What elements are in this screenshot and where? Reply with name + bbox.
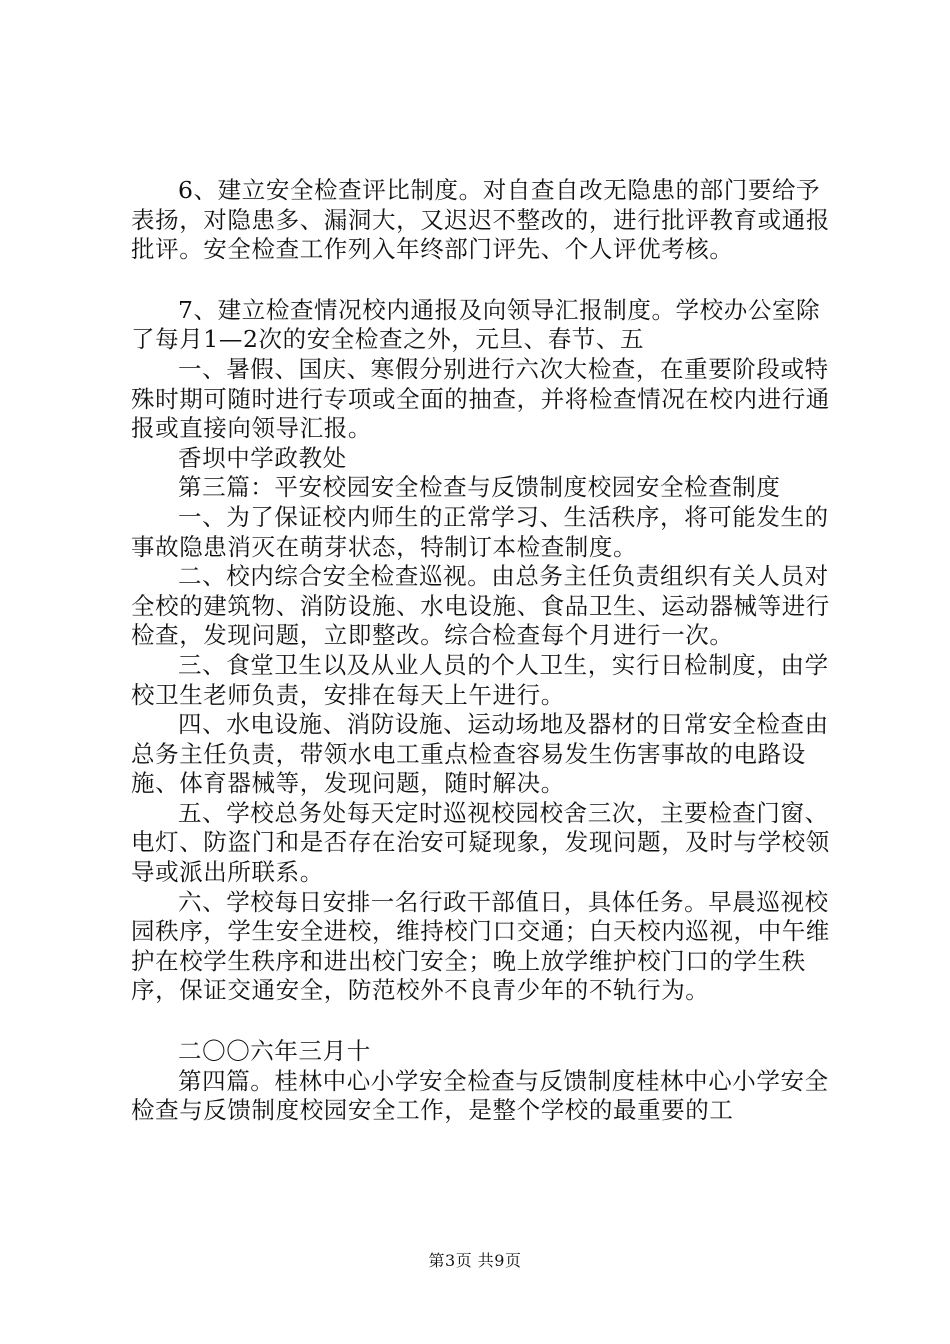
- paragraph-point-six: 六、学校每日安排一名行政干部值日，具体任务。早晨巡视校园秩序，学生安全进校，维持校门口交通；白天校内巡视，中午维护在校学生秩序和进出校门安全；晚上放学维护校门口的学生秩序，保证交通安全，防范校外不良青少年的不轨行为。: [131, 887, 830, 1005]
- paragraph-point-four: 四、水电设施、消防设施、运动场地及器材的日常安全检查由总务主任负责，带领水电工重点检查容易发生伤害事故的电路设施、体育器械等，发现问题，随时解决。: [131, 710, 829, 798]
- paragraph-item-6: 6、建立安全检查评比制度。对自查自改无隐患的部门要给予表扬，对隐患多、漏洞大，又迟迟不整改的，进行批评教育或通报批评。安全检查工作列入年终部门评先、个人评优考核。: [131, 176, 830, 264]
- paragraph-point-five: 五、学校总务处每天定时巡视校园校舍三次，主要检查门窗、电灯、防盗门和是否存在治安可疑现象，发现问题，及时与学校领导或派出所联系。: [131, 798, 830, 887]
- paragraph-point-one: 一、为了保证校内师生的正常学习、生活秩序，将可能发生的事故隐患消灭在萌芽状态，特制订本检查制度。: [131, 502, 829, 561]
- document-body: [131, 176, 843, 1126]
- paragraph-point-three: 三、食堂卫生以及从业人员的个人卫生，实行日检制度，由学校卫生老师负责，安排在每天上午进行。: [131, 650, 829, 709]
- page-number-footer: 第3页 共9页: [428, 1251, 522, 1270]
- paragraph-inspection-schedule: 一、暑假、国庆、寒假分别进行六次大检查，在重要阶段或特殊时期可随时进行专项或全面的抽查，并将检查情况在校内进行通报或直接向领导汇报。: [131, 354, 830, 443]
- paragraph-point-two: 二、校内综合安全检查巡视。由总务主任负责组织有关人员对全校的建筑物、消防设施、水电设施、食品卫生、运动器械等进行检查，发现问题，立即整改。综合检查每个月进行一次。: [131, 562, 830, 650]
- paragraph-section-four-title: 第四篇。桂林中心小学安全检查与反馈制度桂林中心小学安全检查与反馈制度校园安全工作，是整个学校的最重要的工: [131, 1066, 829, 1125]
- paragraph-signature-office: 香坝中学政教处: [178, 443, 347, 472]
- paragraph-item-7: 7、建立检查情况校内通报及向领导汇报制度。学校办公室除了每月1—2次的安全检查之外，元旦、春节、五: [131, 295, 821, 354]
- paragraph-date: 二〇〇六年三月十: [178, 1037, 371, 1066]
- paragraph-section-three-title: 第三篇：平安校园安全检查与反馈制度校园安全检查制度: [178, 473, 781, 502]
